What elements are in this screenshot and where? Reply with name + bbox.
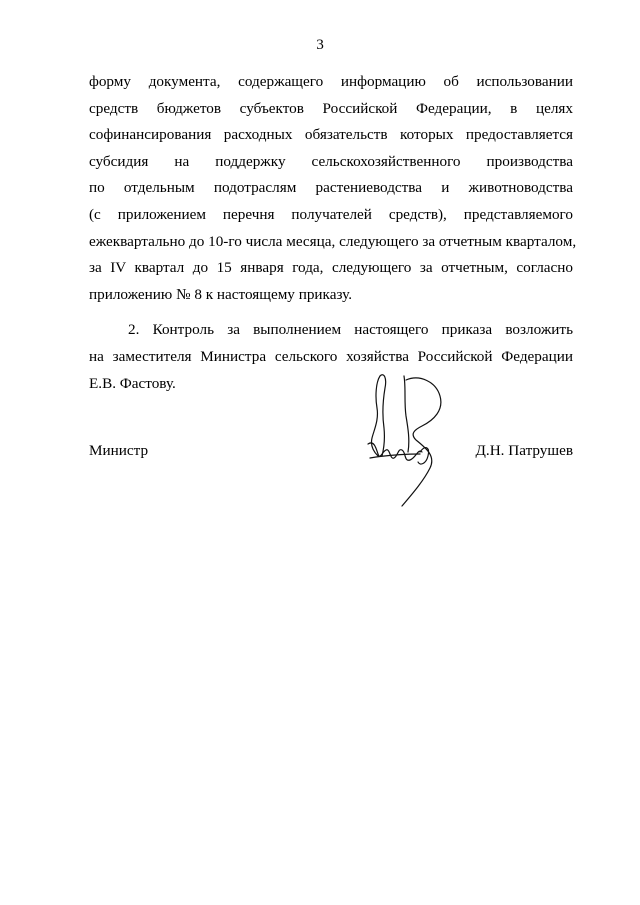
signatory-name: Д.Н. Патрушев (475, 442, 573, 459)
paragraph-line: ежеквартально до 10-го числа месяца, следующего за отчетным кварталом, (89, 232, 577, 250)
paragraph-line: (с приложением перечня получателей средств), представляемого (89, 205, 573, 223)
paragraph-line: софинансирования расходных обязательств которых предоставляется (89, 126, 573, 144)
paragraph-line: за IV квартал до 15 января года, следующего за отчетным, согласно (89, 259, 573, 277)
page-number: 3 (316, 36, 324, 53)
paragraph-line: Е.В. Фастову. (89, 374, 176, 392)
signatory-title: Министр (89, 442, 149, 459)
signature-block (89, 440, 573, 462)
document-body (89, 69, 577, 397)
paragraph-line: форму документа, содержащего информацию об использовании (89, 73, 573, 90)
paragraph-2 (89, 317, 573, 397)
paragraph-line: 2. Контроль за выполнением настоящего приказа возложить (128, 321, 573, 339)
paragraph-line: субсидия на поддержку сельскохозяйственного производства (89, 152, 573, 170)
paragraph-1 (89, 69, 577, 308)
handwritten-signature (360, 368, 450, 510)
paragraph-line: приложению № 8 к настоящему приказу. (89, 285, 352, 303)
paragraph-line: на заместителя Министра сельского хозяйства Российской Федерации (89, 347, 573, 365)
paragraph-line: средств бюджетов субъектов Российской Федерации, в целях (89, 99, 573, 117)
paragraph-line: по отдельным подотраслям растениеводства и животноводства (89, 179, 573, 197)
